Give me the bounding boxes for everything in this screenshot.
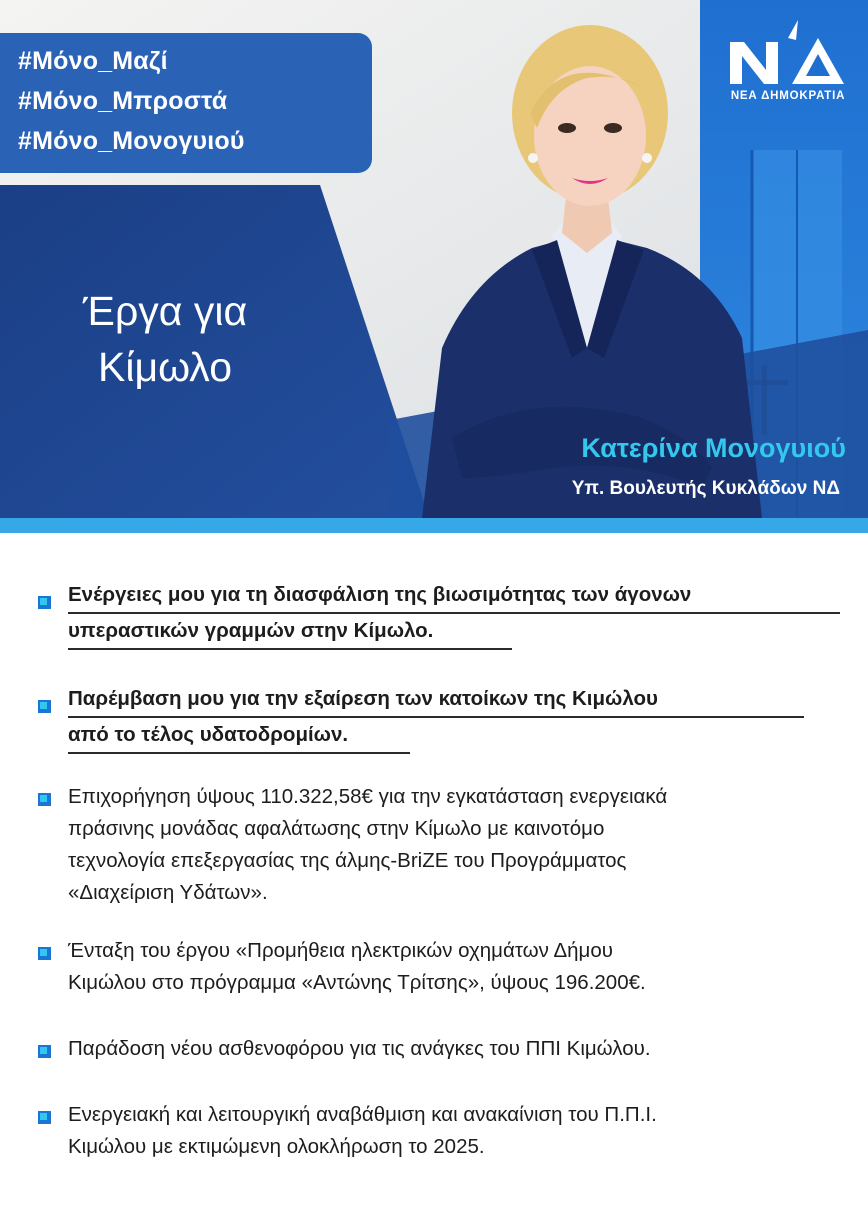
header-stripe bbox=[0, 518, 868, 533]
hashtag-box bbox=[0, 33, 372, 173]
hashtag-1: #Μόνο_Μαζί bbox=[18, 47, 168, 75]
header-banner bbox=[0, 0, 868, 533]
item-text-line: «Διαχείριση Υδάτων». bbox=[68, 881, 268, 904]
item-text-line: πράσινης μονάδας αφαλάτωσης στην Κίμωλο με καινοτόμο bbox=[68, 817, 605, 840]
nd-logo-icon bbox=[726, 18, 850, 88]
item-text-line: Κιμώλου στο πρόγραμμα «Αντώνης Τρίτσης», ύψους 196.200€. bbox=[68, 971, 646, 994]
bullet-square-icon bbox=[38, 793, 51, 806]
item-text-line: από το τέλος υδατοδρομίων. bbox=[68, 723, 349, 746]
item-text-line: υπεραστικών γραμμών στην Κίμωλο. bbox=[68, 619, 434, 642]
item-text-line: Επιχορήγηση ύψους 110.322,58€ για την εγκατάσταση ενεργειακά bbox=[68, 785, 668, 808]
bullet-square-icon bbox=[38, 1111, 51, 1124]
item-text-line: Κιμώλου με εκτιμώμενη ολοκλήρωση το 2025. bbox=[68, 1135, 485, 1158]
page-title bbox=[40, 283, 290, 395]
hashtag-3: #Μόνο_Μονογυιού bbox=[18, 127, 245, 155]
item-text-line: Ένταξη του έργου «Προμήθεια ηλεκτρικών οχημάτων Δήμου bbox=[68, 939, 613, 962]
item-text-line: Παράδοση νέου ασθενοφόρου για τις ανάγκες του ΠΠΙ Κιμώλου. bbox=[68, 1037, 651, 1060]
bullet-square-icon bbox=[38, 596, 51, 609]
bullet-square-icon bbox=[38, 700, 51, 713]
item-text-line: Ενέργειες μου για τη διασφάλιση της βιωσιμότητας των άγονων bbox=[68, 583, 692, 606]
item-text-line: τεχνολογία επεξεργασίας της άλμης-BriZE του Προγράμματος bbox=[68, 849, 627, 872]
underline bbox=[68, 648, 512, 650]
hashtag-2: #Μόνο_Μπροστά bbox=[18, 87, 228, 115]
title-line-2: Κίμωλο bbox=[98, 344, 232, 390]
title-line-1: Έργα για bbox=[82, 288, 248, 334]
underline bbox=[68, 752, 410, 754]
item-text-line: Παρέμβαση μου για την εξαίρεση των κατοίκων της Κιμώλου bbox=[68, 687, 658, 710]
logo-text: ΝΕΑ ΔΗΜΟΚΡΑΤΙΑ bbox=[730, 90, 846, 102]
item-text-line: Ενεργειακή και λειτουργική αναβάθμιση και ανακαίνιση του Π.Π.Ι. bbox=[68, 1103, 657, 1126]
bullet-square-icon bbox=[38, 1045, 51, 1058]
candidate-role: Υπ. Βουλευτής Κυκλάδων ΝΔ bbox=[571, 478, 840, 499]
bullet-square-icon bbox=[38, 947, 51, 960]
candidate-name: Κατερίνα Μονογυιού bbox=[581, 433, 846, 463]
party-logo bbox=[726, 18, 850, 106]
